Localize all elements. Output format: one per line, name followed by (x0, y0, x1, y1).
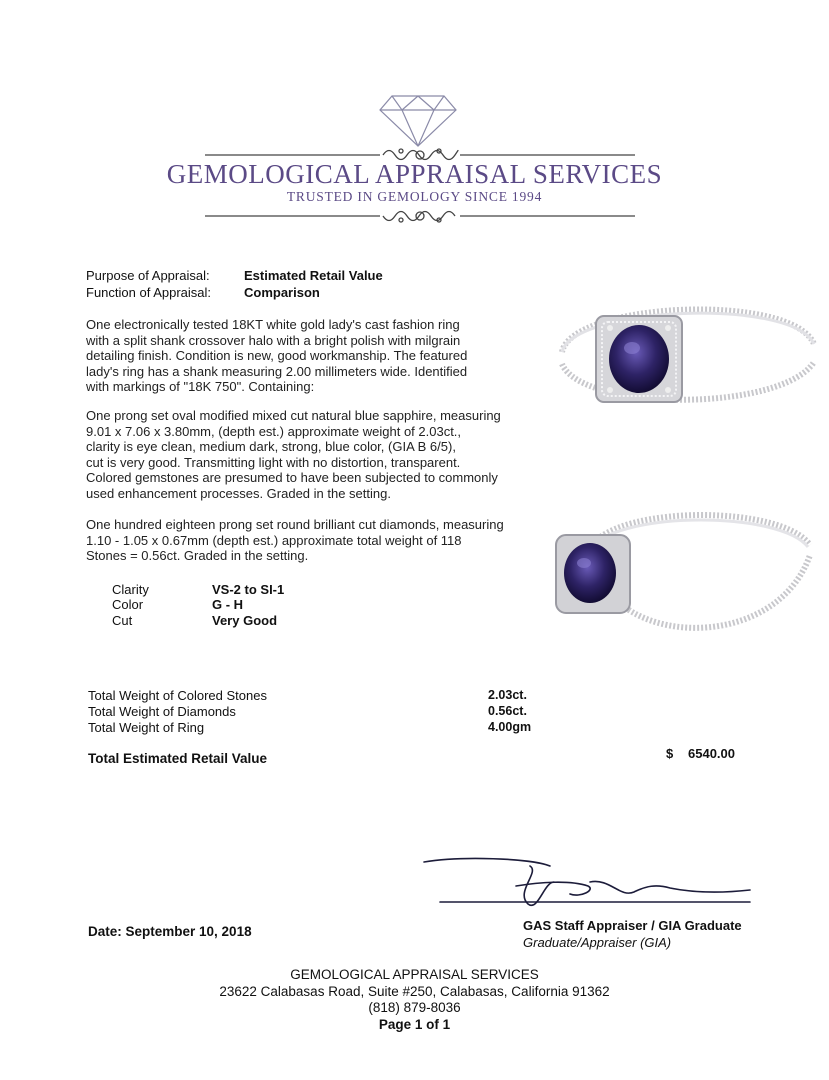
bottom-flourish-divider (205, 204, 635, 228)
sapphire-desc-line: cut is very good. Transmitting light with no distortion, transparent. (86, 454, 461, 470)
sapphire-desc-line: 9.01 x 7.06 x 3.80mm, (depth est.) approximate weight of 2.03ct., (86, 423, 462, 439)
total-colored-stones-label: Total Weight of Colored Stones (88, 688, 267, 703)
clarity-label: Clarity (112, 582, 149, 597)
sapphire-description (86, 408, 546, 501)
color-label: Color (112, 597, 144, 612)
brand-name: GEMOLOGICAL APPRAISAL SERVICES (166, 159, 663, 189)
appraisal-date: Date: September 10, 2018 (88, 924, 252, 939)
footer-company: GEMOLOGICAL APPRAISAL SERVICES (290, 967, 539, 982)
diamond-desc-line: 1.10 - 1.05 x 0.67mm (depth est.) approximate total weight of 118 (86, 532, 462, 548)
appraiser-title: GAS Staff Appraiser / GIA Graduate (523, 918, 742, 933)
ring-desc-line: with a split shank crossover halo with a bright polish with milgrain (86, 332, 461, 348)
function-label: Function of Appraisal: (86, 285, 212, 300)
purpose-label: Purpose of Appraisal: (86, 268, 210, 283)
diamond-desc-line: Stones = 0.56ct. Graded in the setting. (86, 548, 309, 563)
ring-description (86, 317, 546, 395)
footer-phone: (818) 879-8036 (368, 1000, 461, 1015)
ring-photo-side (552, 505, 822, 655)
footer-page-number: Page 1 of 1 (378, 1017, 451, 1032)
ring-desc-line: detailing finish. Condition is new, good workmanship. The featured (86, 348, 468, 363)
estimate-label: Total Estimated Retail Value (88, 751, 268, 766)
sapphire-desc-line: clarity is eye clean, medium dark, strong, blue color, (GIA B 6/5), (86, 439, 456, 454)
total-diamonds-value: 0.56ct. (488, 704, 527, 718)
clarity-value: VS-2 to SI-1 (212, 582, 285, 597)
color-value: G - H (212, 597, 244, 612)
estimate-amount: 6540.00 (688, 746, 735, 761)
total-ring-weight-value: 4.00gm (488, 720, 532, 734)
diamond-description (86, 517, 546, 564)
diamond-logo-icon (378, 92, 458, 148)
ring-desc-line: lady's ring has a shank measuring 2.00 millimeters wide. Identified (86, 363, 468, 379)
ring-desc-line: with markings of "18K 750". Containing: (86, 379, 315, 394)
function-value: Comparison (244, 285, 320, 300)
appraiser-signature (420, 852, 760, 912)
diamond-desc-line: One hundred eighteen prong set round brilliant cut diamonds, measuring (86, 517, 504, 532)
sapphire-desc-line: Colored gemstones are presumed to have been subjected to commonly (86, 470, 498, 485)
estimate-currency: $ (666, 746, 674, 761)
cut-label: Cut (112, 613, 133, 628)
cut-value: Very Good (212, 613, 278, 628)
footer-address: 23622 Calabasas Road, Suite #250, Calabasas, California 91362 (219, 984, 610, 999)
brand-tagline: TRUSTED IN GEMOLOGY SINCE 1994 (286, 189, 543, 204)
ring-desc-line: One electronically tested 18KT white gold lady's cast fashion ring (86, 317, 460, 332)
total-ring-weight-label: Total Weight of Ring (88, 720, 205, 735)
total-diamonds-label: Total Weight of Diamonds (88, 704, 236, 719)
appraiser-subtitle: Graduate/Appraiser (GIA) (523, 935, 672, 950)
purpose-value: Estimated Retail Value (244, 268, 383, 283)
ring-photo-front (552, 282, 822, 442)
sapphire-desc-line: One prong set oval modified mixed cut natural blue sapphire, measuring (86, 408, 501, 423)
total-colored-stones-value: 2.03ct. (488, 688, 527, 702)
sapphire-desc-line: used enhancement processes. Graded in the setting. (86, 485, 391, 501)
